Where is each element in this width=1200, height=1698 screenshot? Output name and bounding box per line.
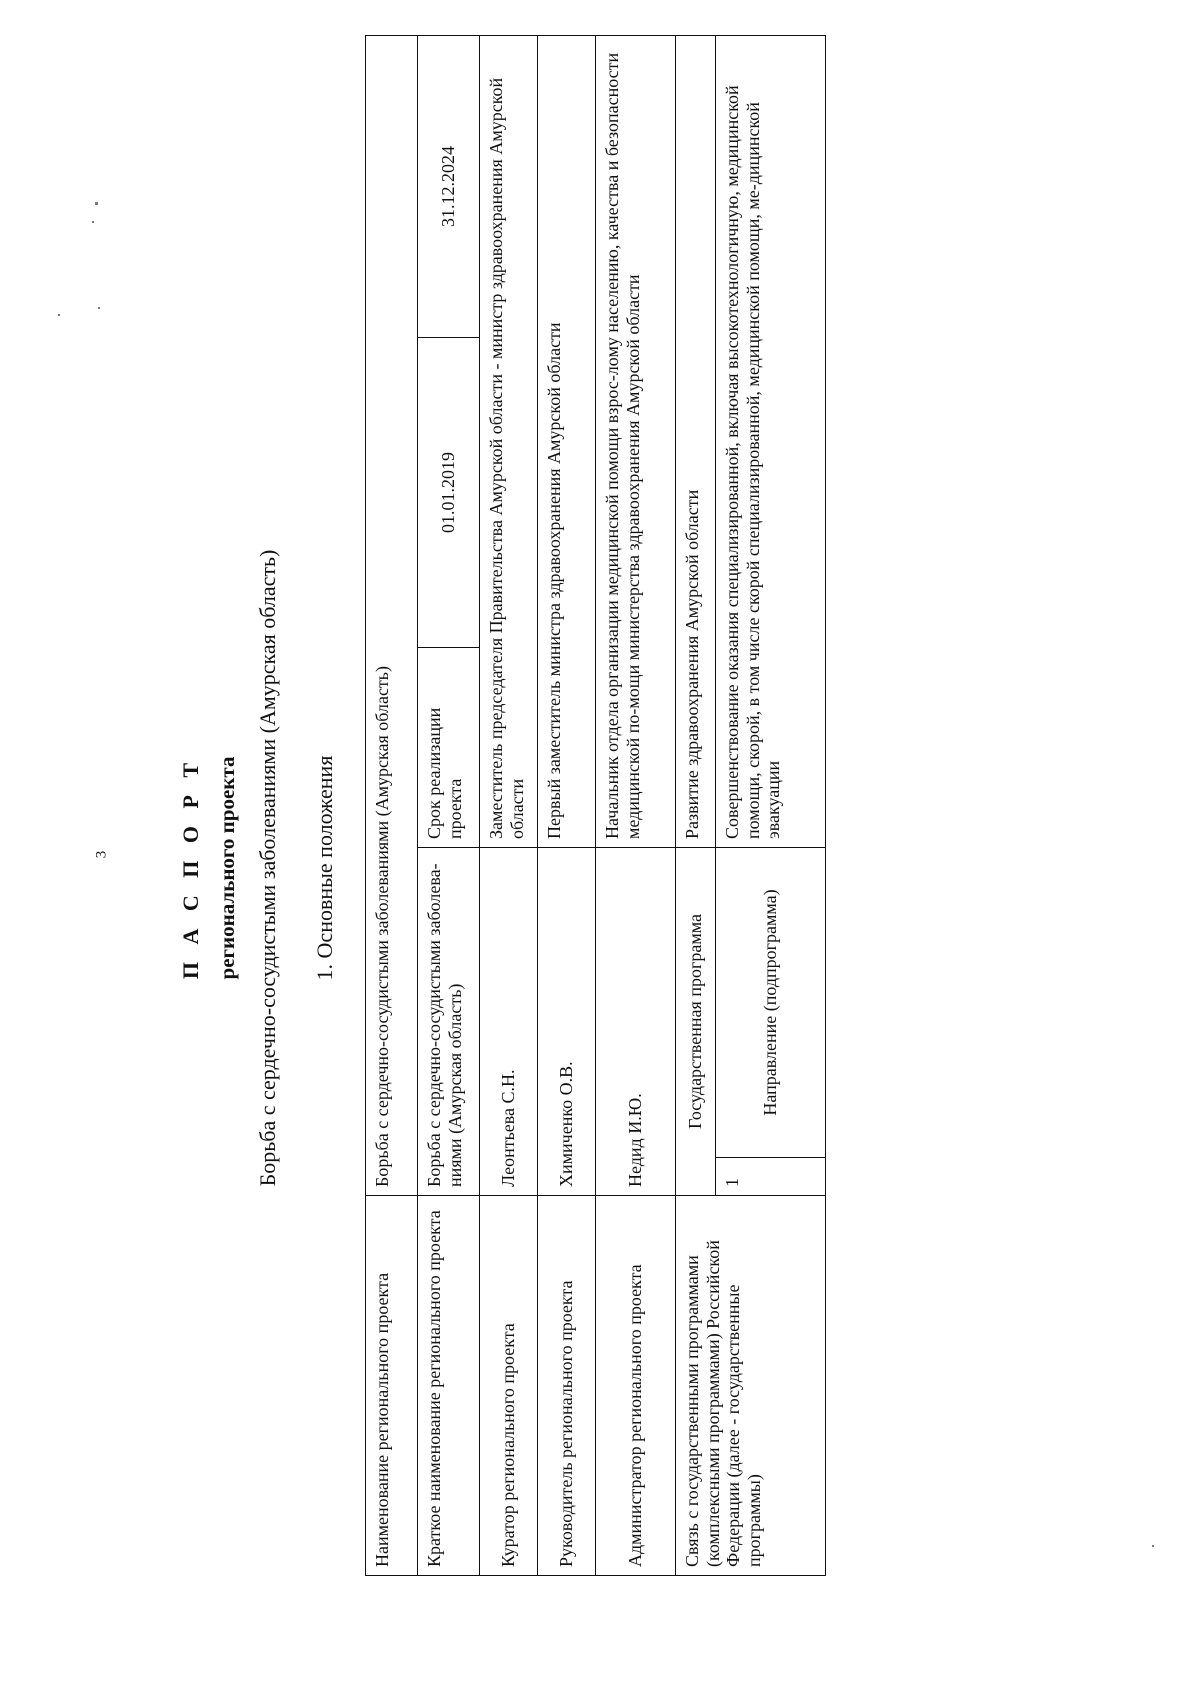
direction-label: Направление (подпрограмма) [716,848,826,1158]
row-label-name: Наименование регионального проекта [366,1196,418,1576]
state-program-value: Развитие здравоохранения Амурской области [676,35,716,847]
curator-name: Леонтьева С.Н. [480,848,538,1196]
direction-number: 1 [716,1158,826,1196]
table-row [676,35,716,1575]
page-number: 3 [93,850,110,859]
row-label-curator: Куратор регионального проекта [480,1196,538,1576]
row-label-head: Руководитель регионального проекта [538,1196,596,1576]
head-position: Первый заместитель министра здравоохранения Амурской области [538,35,596,847]
admin-name: Недид И.Ю. [596,848,676,1196]
state-program-label: Государственная программа [676,848,716,1196]
table-row [596,35,676,1575]
table-row [538,35,596,1575]
direction-value: Совершенствование оказания специализированной, включая высокотехнологичную, медицинской помощи, скорой, в том числе скорой специализированной, медицинской помощи, ме-дицинской эвакуации [716,35,826,847]
table-row [418,35,480,1575]
term-start: 01.01.2019 [418,338,480,648]
row-value-short-name: Борьба с сердечно-сосудистыми заболева-ниями (Амурская область) [418,848,480,1196]
project-name-heading: Борьба с сердечно-сосудистыми заболеваниями (Амурская область) [255,549,280,1187]
term-end: 31.12.2024 [418,35,480,337]
row-label-admin: Администратор регионального проекта [596,1196,676,1576]
section-heading: 1. Основные положения [312,755,337,981]
passport-subtitle: регионального проекта [215,756,239,980]
row-label-link: Связь с государственными программами (комплексными программами) Российской Федерации (далее - государственные программы) [676,1196,826,1576]
rotated-page-content [0,38,1200,1698]
term-label: Срок реализации проекта [418,648,480,848]
table-row [480,35,538,1575]
passport-table [365,35,826,1576]
head-name: Химиченко О.В. [538,848,596,1196]
passport-title: П А С П О Р Т [178,756,203,980]
row-label-short-name: Краткое наименование регионального проекта [418,1196,480,1576]
row-value-name: Борьба с сердечно-сосудистыми заболеваниями (Амурская область) [366,35,418,1195]
admin-position: Начальник отдела организации медицинской помощи взрос-лому населению, качества и безопасности медицинской по-мощи министерства здравоохранения Амурской области [596,35,676,847]
curator-position: Заместитель председателя Правительства Амурской области - министр здравоохранения Амурской области [480,35,538,847]
table-row [366,35,418,1575]
